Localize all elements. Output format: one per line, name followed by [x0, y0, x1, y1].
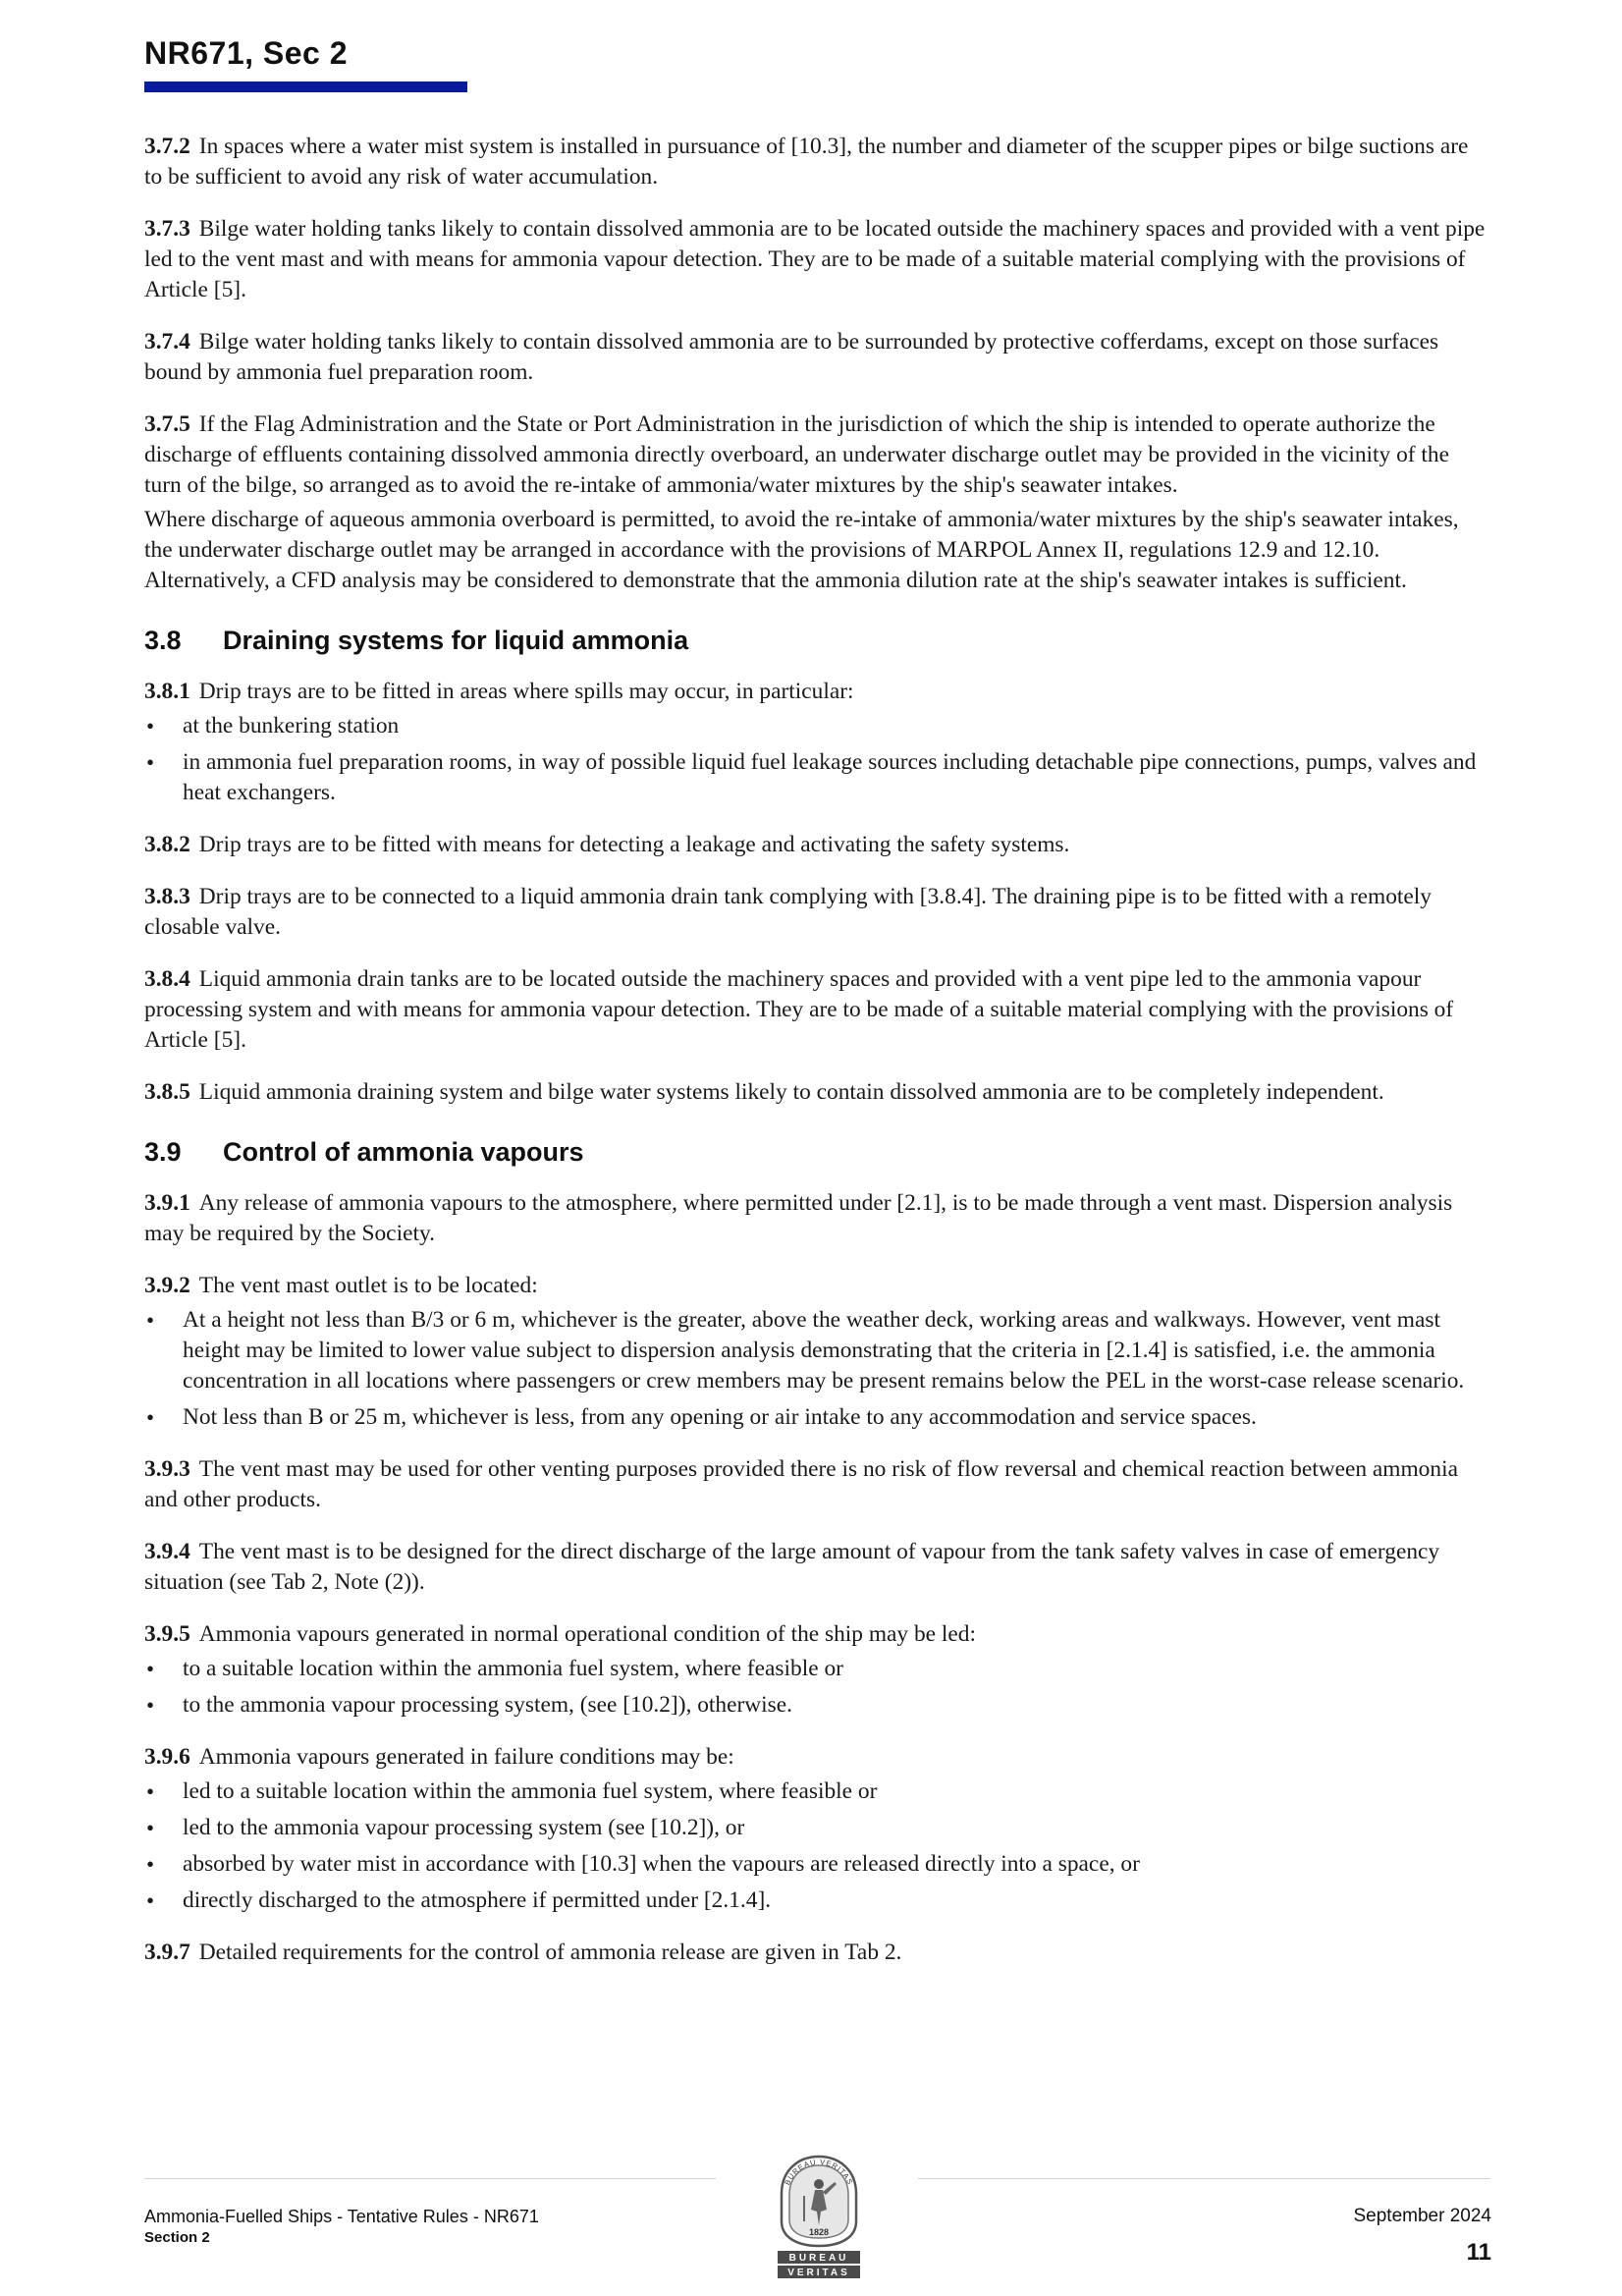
document-body [144, 132, 1487, 1990]
footer-date: September 2024 [1353, 2206, 1491, 2226]
section-heading-3-9 [144, 1135, 1487, 1169]
paragraph-3-7-5 [144, 410, 1487, 501]
paragraph-3-9-6 [144, 1742, 1487, 1773]
paragraph-3-8-1 [144, 677, 1487, 707]
paragraph-text: Bilge water holding tanks likely to contain dissolved ammonia are to be located outside the machinery spaces and provided with a vent pipe led to the vent mast and with means for ammonia vapour detection. They are to be made of a suitable material complying with the provisions of Article [5]. [144, 216, 1486, 302]
paragraph-number: 3.7.4 [144, 329, 190, 355]
list-item: • led to a suitable location within the ammonia fuel system, where feasible or [144, 1777, 1487, 1807]
list-item: • in ammonia fuel preparation rooms, in way of possible liquid fuel leakage sources including detachable pipe connections, pumps, valves and heat exchangers. [144, 747, 1487, 808]
logo-ring-text: BUREAU VERITAS [783, 2157, 855, 2187]
paragraph-number: 3.7.5 [144, 411, 190, 437]
paragraph-text: In spaces where a water mist system is installed in pursuance of [10.3], the number and diameter of the scupper pipes or bilge suctions are to be sufficient to avoid any risk of water accumulation. [144, 134, 1469, 190]
footer-divider-right [918, 2178, 1490, 2179]
paragraph-text: Any release of ammonia vapours to the atmosphere, where permitted under [2.1], is to be made through a vent mast. Dispersion analysis may be required by the Society. [144, 1190, 1453, 1246]
paragraph-3-8-5 [144, 1077, 1487, 1108]
paragraph-number: 3.9.5 [144, 1621, 190, 1647]
list-item: • at the bunkering station [144, 711, 1487, 741]
paragraph-3-9-7 [144, 1938, 1487, 1968]
bullet-list-3-8-1 [144, 711, 1487, 808]
paragraph-3-9-4 [144, 1537, 1487, 1598]
paragraph-text: Bilge water holding tanks likely to contain dissolved ammonia are to be surrounded by protective cofferdams, except on those surfaces bound by ammonia fuel preparation room. [144, 329, 1439, 385]
paragraph-number: 3.8.2 [144, 832, 190, 857]
paragraph-3-7-3 [144, 214, 1487, 305]
logo-year: 1828 [808, 2227, 830, 2237]
paragraph-text: Detailed requirements for the control of ammonia release are given in Tab 2. [198, 1940, 902, 1965]
paragraph-text: The vent mast is to be designed for the direct discharge of the large amount of vapour from the tank safety valves in case of emergency situation (see Tab 2, Note (2)). [144, 1539, 1440, 1595]
paragraph-number: 3.8.1 [144, 679, 190, 704]
section-title: Control of ammonia vapours [223, 1137, 584, 1167]
section-number: 3.8 [144, 626, 182, 655]
page-number: 11 [1466, 2239, 1491, 2266]
list-item: • Not less than B or 25 m, whichever is less, from any opening or air intake to any accommodation and service spaces. [144, 1402, 1487, 1433]
section-title: Draining systems for liquid ammonia [223, 626, 689, 655]
paragraph-text: Ammonia vapours generated in normal operational condition of the ship may be led: [198, 1621, 976, 1647]
paragraph-text: The vent mast may be used for other venting purposes provided there is no risk of flow reversal and chemical reaction between ammonia and other products. [144, 1456, 1458, 1512]
paragraph-text: Drip trays are to be fitted in areas where spills may occur, in particular: [198, 679, 854, 704]
list-item: • led to the ammonia vapour processing system (see [10.2]), or [144, 1813, 1487, 1843]
page-header-title: NR671, Sec 2 [144, 35, 349, 71]
bureau-veritas-logo-icon [772, 2149, 866, 2281]
paragraph-3-7-2 [144, 132, 1487, 192]
paragraph-text: Drip trays are to be connected to a liquid ammonia drain tank complying with [3.8.4]. The draining pipe is to be fitted with a remotely closable valve. [144, 884, 1432, 940]
paragraph-3-9-5 [144, 1619, 1487, 1650]
paragraph-number: 3.9.3 [144, 1456, 190, 1482]
paragraph-text: The vent mast outlet is to be located: [198, 1273, 538, 1298]
paragraph-number: 3.8.4 [144, 966, 190, 992]
paragraph-text: Liquid ammonia draining system and bilge water systems likely to contain dissolved ammonia are to be completely independent. [198, 1079, 1384, 1105]
bullet-list-3-9-5 [144, 1654, 1487, 1721]
header-accent-bar [144, 82, 467, 92]
logo-word-bureau: BUREAU [788, 2253, 849, 2264]
bullet-list-3-9-2 [144, 1305, 1487, 1433]
footer-section: Section 2 [144, 2229, 210, 2246]
paragraph-number: 3.8.5 [144, 1079, 190, 1105]
paragraph-3-7-4 [144, 327, 1487, 388]
paragraph-number: 3.7.3 [144, 216, 190, 242]
paragraph-3-9-1 [144, 1188, 1487, 1249]
paragraph-3-9-3 [144, 1454, 1487, 1515]
section-number: 3.9 [144, 1137, 182, 1167]
paragraph-3-8-4 [144, 964, 1487, 1056]
paragraph-text: If the Flag Administration and the State or Port Administration in the jurisdiction of which the ship is intended to operate authorize the discharge of effluents containing dissolved ammonia directly overboard, an underwater discharge outlet may be provided in the vicinity of the turn of the bilge, so arranged as to avoid the re-intake of ammonia/water mixtures by the ship's seawater intakes. [144, 411, 1449, 498]
list-item: • to a suitable location within the ammonia fuel system, where feasible or [144, 1654, 1487, 1684]
logo-figure-head [814, 2179, 824, 2189]
section-heading-3-8 [144, 624, 1487, 657]
list-item: • At a height not less than B/3 or 6 m, whichever is the greater, above the weather deck, working areas and walkways. However, vent mast height may be limited to lower value subject to dispersion analysis demonstrating that the criteria in [2.1.4] is satisfied, i.e. the ammonia concentration in all locations where passengers or crew members may be present remains below the PEL in the worst-case release scenario. [144, 1305, 1487, 1396]
list-item: • to the ammonia vapour processing system, (see [10.2]), otherwise. [144, 1690, 1487, 1721]
bullet-list-3-9-6 [144, 1777, 1487, 1916]
paragraph-number: 3.9.4 [144, 1539, 190, 1564]
footer-divider-left [144, 2178, 716, 2179]
list-item: • directly discharged to the atmosphere if permitted under [2.1.4]. [144, 1886, 1487, 1916]
paragraph-number: 3.9.1 [144, 1190, 190, 1216]
paragraph-3-8-2 [144, 830, 1487, 860]
paragraph-3-8-3 [144, 882, 1487, 943]
footer-document-info [144, 2206, 539, 2249]
list-item: • absorbed by water mist in accordance with [10.3] when the vapours are released directly into a space, or [144, 1849, 1487, 1880]
logo-word-veritas: VERITAS [787, 2268, 850, 2278]
paragraph-text: Ammonia vapours generated in failure conditions may be: [198, 1744, 734, 1770]
paragraph-3-9-2 [144, 1271, 1487, 1301]
paragraph-text: Drip trays are to be fitted with means for detecting a leakage and activating the safety systems. [198, 832, 1070, 857]
paragraph-number: 3.9.7 [144, 1940, 190, 1965]
paragraph-number: 3.8.3 [144, 884, 190, 909]
paragraph-3-7-5-continued: Where discharge of aqueous ammonia overboard is permitted, to avoid the re-intake of ammonia/water mixtures by the ship's seawater intakes, the underwater discharge outlet may be arranged in accordance with the provisions of MARPOL Annex II, regulations 12.9 and 12.10. Alternatively, a CFD analysis may be considered to demonstrate that the ammonia dilution rate at the ship's seawater intakes is sufficient. [144, 507, 1459, 593]
paragraph-number: 3.9.2 [144, 1273, 190, 1298]
paragraph-number: 3.7.2 [144, 134, 190, 159]
paragraph-number: 3.9.6 [144, 1744, 190, 1770]
footer-doc-title: Ammonia-Fuelled Ships - Tentative Rules - NR671 [144, 2207, 539, 2226]
paragraph-text: Liquid ammonia drain tanks are to be located outside the machinery spaces and provided with a vent pipe led to the ammonia vapour processing system and with means for ammonia vapour detection. They are to be made of a suitable material complying with the provisions of Article [5]. [144, 966, 1454, 1053]
